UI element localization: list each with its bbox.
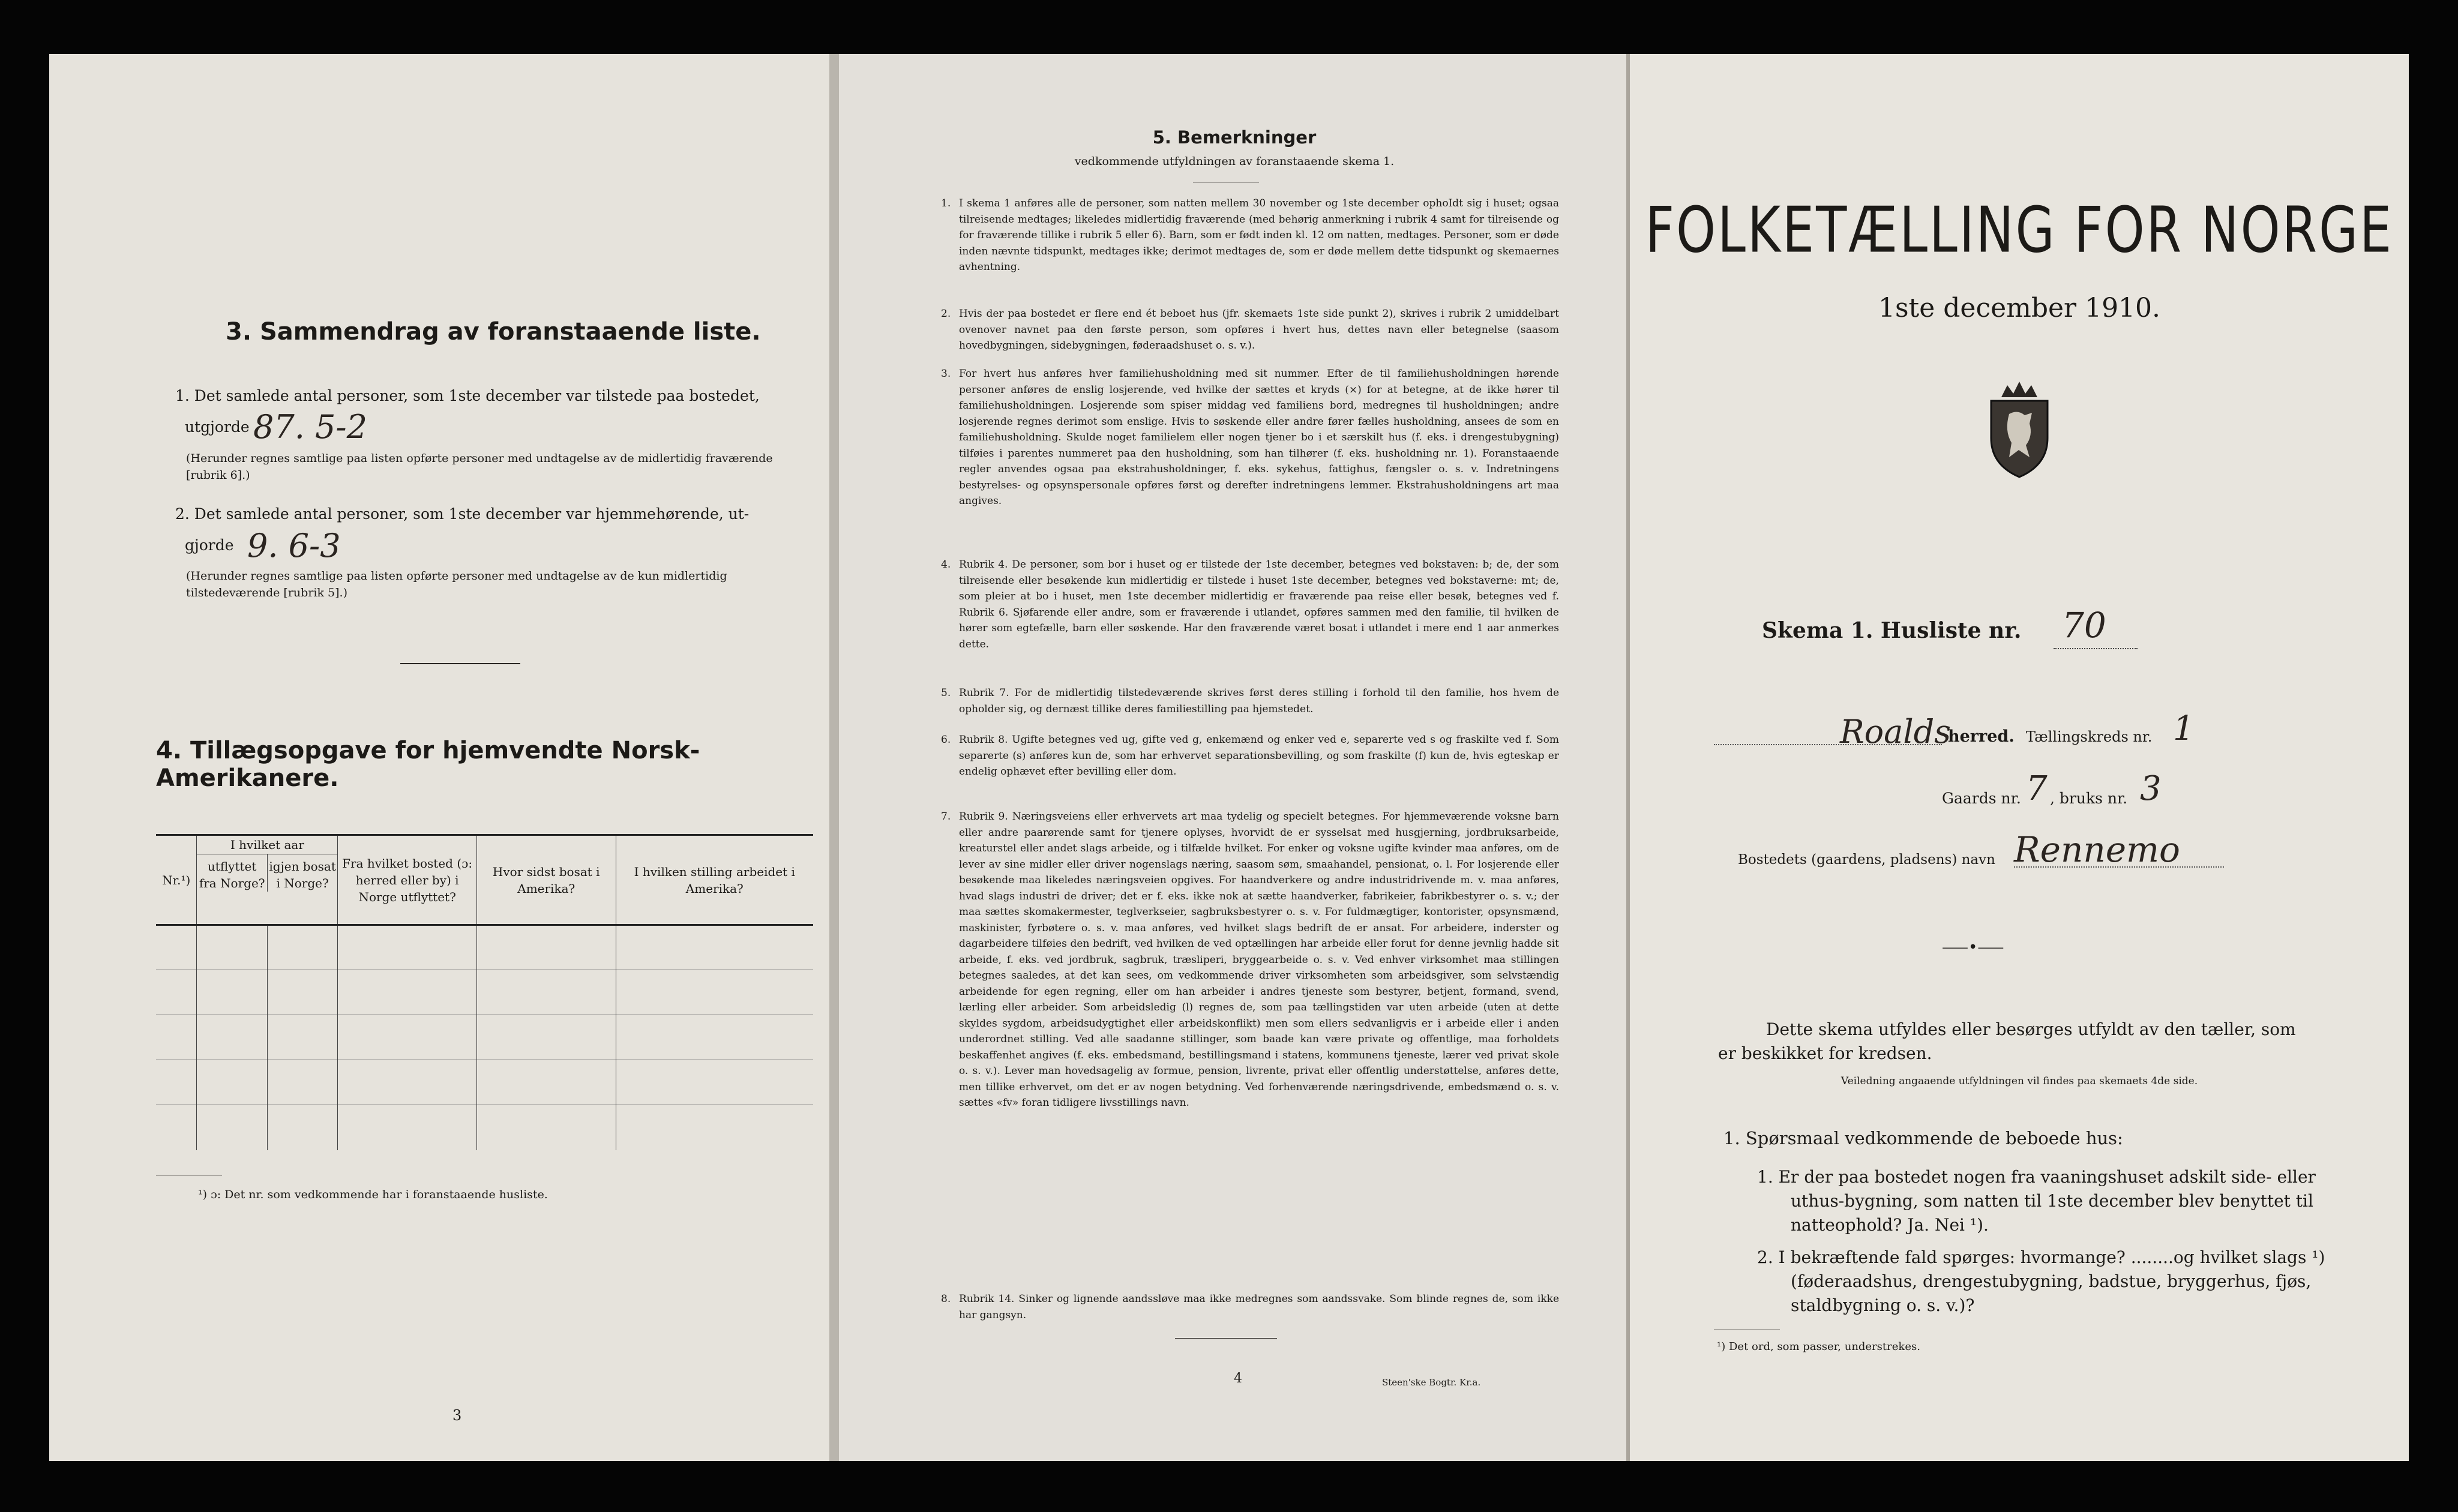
binding-gutter [829,54,839,1461]
question-1: 1. Er der paa bostedet nogen fra vaaningshuset adskilt side- eller uthus-bygning, som natten til 1ste december blev benyttet til natteophold? Ja. Nei ¹). [1757,1167,2316,1235]
remarks-subtitle: vedkommende utfyldningen av foranstaaende skema 1. [1074,155,1395,168]
question-2: 2. I bekræftende fald spørges: hvormange? ........og hvilket slags ¹) (føderaadshus, drengestubygning, badstue, bryggerhus, fjøs, staldbygning o. s. v.)? [1757,1247,2325,1315]
herred-value: Roalds [1840,713,1951,751]
bosted-line [2014,866,2224,868]
bruks-value: 3 [2140,769,2162,808]
table-row [156,1105,813,1150]
question-title: 1. Spørsmaal vedkommende de beboede hus: [1723,1128,2123,1148]
footnote: ¹) ɔ: Det nr. som vedkommende har i foranstaaende husliste. [198,1188,548,1201]
husliste-line [2054,648,2138,649]
divider [400,663,520,664]
item1-note: (Herunder regnes samtlige paa listen opførte personer med undtagelse av de midlertidig fraværende [rubrik 6].) [186,452,773,482]
page-number: 4 [1234,1371,1242,1386]
item2-prefix: gjorde [185,536,234,554]
page-number: 3 [452,1407,462,1424]
th-utflyttet: utflyttet fra Norge? [197,854,267,892]
item1-line: 1. Det samlede antal personer, som 1ste december var tilstede paa bostedet, [175,387,760,404]
herred-label: herred. [1948,727,2015,746]
remarks-title: 5. Bemerkninger [1152,127,1317,148]
item2-note: (Herunder regnes samtlige paa listen opførte personer med undtagelse av de kun midlertidig tilstedeværende [rubrik 5].) [186,569,727,599]
coat-of-arms-icon [1974,378,2064,480]
section4-title: 4. Tillægsopgave for hjemvendte Norsk-Amerikanere. [156,737,700,792]
th-igjen: igjen bosat i Norge? [269,859,336,890]
table-row [156,970,813,1015]
remark-6: 6. Rubrik 8. Ugifte betegnes ved ug, gifte ved g, enkemænd og enker ved e, separerte ved s og fraskilte ved f. Som separerte (s) anføres kun de, som har erhvervet separationsbevilling, og som fraskilte (f) kun de, hvis egteskap er endelig ophævet efter bevilling eller dom. [941,734,1559,778]
remark-5: 5. Rubrik 7. For de midlertidig tilstedeværende skrives først deres stilling i forhold til den familie, hos hvem de opholder sig, og dernæst tillike deres familiestilling paa hjemstedet. [941,687,1559,715]
page-4 [839,54,1630,1461]
census-title: FOLKETÆLLING FOR NORGE [1645,193,2394,267]
ornament-icon: ⸺•⸺ [1942,938,2004,956]
veiledning: Veiledning angaaende utfyldningen vil findes paa skemaets 4de side. [1840,1075,2198,1087]
remark-2: 2. Hvis der paa bostedet er flere end ét beboet hus (jfr. skemaets 1ste side punkt 2), skrives i rubrik 2 umiddelbart ovenover navnet paa den første person, som opføres i hvert hus, dettes navn eller betegnelse (saasom hovedbygningen, sidebygningen, føderaadshuset o. s. v.). [941,308,1559,352]
kreds-label: Tællingskreds nr. [2026,728,2153,745]
page-3 [49,54,829,1461]
th-amerika: Hvor sidst bosat i Amerika? [476,835,616,925]
norsk-amerikanere-table [156,834,813,1150]
item2-line: 2. Det samlede antal personer, som 1ste december var hjemmehørende, ut- [175,505,750,523]
remark-1: 1. I skema 1 anføres alle de personer, som natten mellem 30 november og 1ste december ophoIdt sig i huset; ogsaa tilreisende medtages; likeledes midlertidig fraværende (med behørig anmerkning i rubrik 4 samt for tilreisende og for fraværende tillike i rubrik 5 eller 6). Barn, som er født inden kl. 12 om natten, medtages. Personer, som er døde inden nævnte tidspunkt, medtages ikke; derimot medtages de, som er døde mellem dette tidspunkt og skemaernes avhentning. [941,197,1559,273]
printer-mark: Steen'ske Bogtr. Kr.a. [1382,1377,1481,1388]
kreds-value: 1 [2173,709,2195,748]
remark-3: 3. For hvert hus anføres hver familiehusholdning med sit nummer. Efter de til familiehusholdningen hørende personer anføres de enslig losjerende, ved hvilke der sættes et kryds (×) for at betegne, at de ikke hører til familiehusholdningen. Losjerende som spiser middag ved familiens bord, medregnes til husholdningen; andre losjerende regnes derimot som enslige. Hvis to søskende eller andre fører fælles husholdning, ansees de som en familiehusholdning. Skulde noget familielem eller nogen tjener bo i et særskilt hus (f. eks. i drengestubygning) tilføies i parentes nummeret paa den husholdning, som han tilhører (f. eks. husholdning nr. 1). Foranstaaende regler anvendes ogsaa paa ekstrahusholdninger, f. eks. sykehus, fattighus, fængsler o. s. v. Indretningens bestyrelses- og opsynspersonale opføres først og derefter indretningens lemmer. Ekstrahusholdningens art maa angives. [941,368,1559,507]
item1-prefix: utgjorde [185,418,250,436]
gaards-label: Gaards nr. [1942,790,2021,807]
item1-value: 87. 5-2 [253,408,368,446]
table-row [156,1015,813,1060]
divider [1175,1338,1277,1339]
table-row [156,925,813,970]
th-aar: I hvilket aar [197,836,337,854]
footnote: ¹) Det ord, som passer, understrekes. [1717,1340,1920,1353]
skema-label: Skema 1. Husliste nr. [1762,618,2022,643]
census-date: 1ste december 1910. [1878,293,2161,323]
th-stilling: I hvilken stilling arbeidet i Amerika? [634,864,795,896]
remark-7: 7. Rubrik 9. Næringsveiens eller erhvervets art maa tydelig og specielt betegnes. For hjemmeværende voksne barn eller andre paarørende samt for tjenere oplyses, hvorvidt de er sysselsat med husgjerning, jordbruksarbeide, kreaturstel eller andet slags arbeide, og i tilfælde hvilket. For enker og voksne ugifte kvinder maa anføres, om de lever av sine midler eller driver nogenslags næring, saasom søm, smaahandel, pensionat, o. l. For losjerende eller besøkende maa likeledes næringsveien opgives. For haandverkere og andre industridrivende m. v. maa anføres, hvad slags industri de driver; det er f. eks. ikke nok at sætte haandverker, fabrikeier, fabrikbestyrer o. s. v.; der maa sættes skomakermester, teglverkseier, sagbruksbestyrer o. s. v. For fuldmægtiger, kontorister, opsynsmænd, maskinister, fyrbøtere o. s. v. maa anføres, ved hvilket slags bedrift de er ansat. For arbeidere, inderster og dagarbeidere tilføies den bedrift, ved hvilken de ved optællingen har arbeide eller forut for denne jevnlig hadde sit arbeide, f. eks. ved jordbruk, sagbruk, træsliperi, bryggearbeide o. s. v. Ved enhver virksomhet maa stillingen betegnes saaledes, at det kan sees, om vedkommende driver virksomheten som arbeidsgiver, som selvstændig arbeidende for egen regning, eller om han arbeider i andres tjeneste som bestyrer, betjent, formand, svend, lærling eller arbeider. Som arbeidsledig (l) regnes de, som paa tællingstiden var uten arbeide (uten at dette skyldes sygdom, arbeidsudygtighet eller arbeidskonflikt) men som ellers sedvanligvis er i arbeide eller i anden underordnet stilling. Ved alle saadanne stillinger, som baade kan være private og offentlige, maa forholdets beskaffenhet angives (f. eks. embedsmand, bestillingsmand i statens, kommunens tjeneste, lærer ved privat skole o. s. v.). Lever man hovedsagelig av formue, pension, livrente, privat eller offentlig understøttelse, anføres dette, men tillike erhvervet, om det er av nogen betydning. Ved forhenværende næringsdrivende, embedsmænd o. s. v. sættes «fv» foran tidligere livsstillings navn. [941,811,1559,1109]
bosted-label: Bostedets (gaardens, pladsens) navn [1738,852,1995,868]
th-bosted: Fra hvilket bosted (ɔ: herred eller by) i Norge utflyttet? [338,835,477,925]
husliste-nr: 70 [2062,605,2106,646]
gaards-value: 7 [2026,769,2048,808]
section3-title: 3. Sammendrag av foranstaaende liste. [226,318,761,346]
intro-text: Dette skema utfyldes eller besørges utfyldt av den tæller, som er beskikket for kredsen. [1718,1019,2296,1063]
remark-4: 4. Rubrik 4. De personer, som bor i huset og er tilstede der 1ste december, betegnes ved bokstaven: b; de, der som tilreisende eller besøkende kun midlertidig er tilstede i huset 1ste december, betegnes ved bokstaverne: mt; de, som pleier at bo i huset, men 1ste december midlertidig er fraværende paa reise eller besøk, betegnes ved f. Rubrik 6. Sjøfarende eller andre, som er fraværende i utlandet, opføres sammen med den familie, til hvilken de hører som egtefælle, barn eller søskende. Har den fraværende været bosat i utlandet i mere end 1 aar anmerkes dette. [941,559,1559,650]
bosted-value: Rennemo [2014,829,2180,870]
table-row [156,1060,813,1105]
bruks-label: , bruks nr. [2050,790,2128,807]
remark-8: 8. Rubrik 14. Sinker og lignende aandssløve maa ikke medregnes som aandssvake. Som blinde regnes de, som ikke har gangsyn. [941,1293,1559,1321]
page-1 [1630,54,2409,1461]
th-nr: Nr.¹) [156,835,197,925]
item2-value: 9. 6-3 [247,527,341,565]
